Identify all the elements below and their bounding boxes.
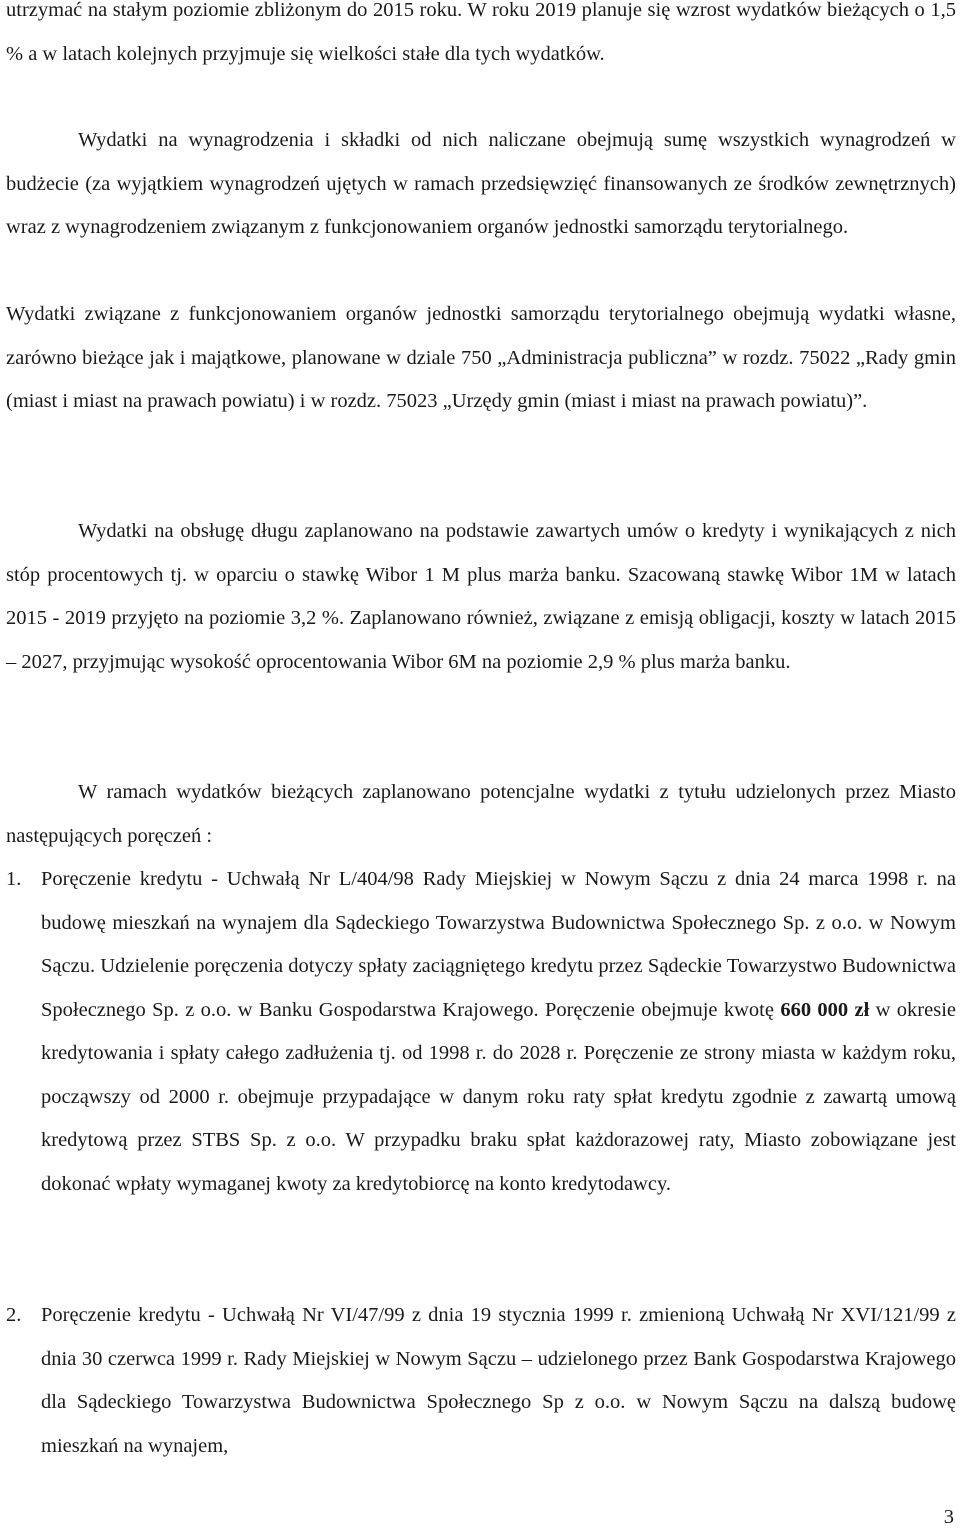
list-number: 2. (6, 1304, 22, 1326)
list-item-1-text-pre: Poręczenie kredytu - Uchwałą Nr L/404/98 Rady Miejskiej w Nowym Sączu z dnia 24 marca 1998 r. na budowę mieszkań na wynajem dla Sądeckiego Towarzystwa Budownictwa Społecznego Sp. z o.o. w Nowym Sączu. Udzielenie poręczenia dotyczy spłaty zaciągniętego kredytu przez Sądeckie Towarzystwo Budownictwa Społecznego Sp. z o.o. w Banku Gospodarstwa Krajowego. Poręczenie obejmuje kwotę (41, 868, 956, 1021)
list-number: 1. (6, 868, 22, 890)
guarantee-amount: 660 000 zł (780, 998, 870, 1021)
paragraph-5: W ramach wydatków bieżących zaplanowano potencjalne wydatki z tytułu udzielonych przez Miasto następujących poręczeń : (6, 781, 956, 847)
paragraph-4: Wydatki na obsługę długu zaplanowano na podstawie zawartych umów o kredyty i wynikających z nich stóp procentowych tj. w oparciu o stawkę Wibor 1 M plus marża banku. Szacowaną stawkę Wibor 1M w latach 2015 - 2019 przyjęto na poziomie 3,2 %. Zaplanowano również, związane z emisją obligacji, koszty w latach 2015 – 2027, przyjmując wysokość oprocentowania Wibor 6M na poziomie 2,9 % plus marża banku. (6, 520, 956, 673)
page-number: 3 (943, 1506, 954, 1528)
list-item-1-text-post: w okresie kredytowania i spłaty całego zadłużenia tj. od 1998 r. do 2028 r. Poręczenie ze strony miasta w każdym roku, począwszy od 2000 r. obejmuje przypadające w danym roku raty spłat kredytu zgodnie z zawartą umową kredytową przez STBS Sp. z o.o. W przypadku braku spłat każdorazowej raty, Miasto zobowiązane jest dokonać wpłaty wymaganej kwoty za kredytobiorcę na konto kredytodawcy. (41, 998, 957, 1195)
list-item-1 (6, 858, 956, 1206)
paragraph-1: utrzymać na stałym poziomie zbliżonym do 2015 roku. W roku 2019 planuje się wzrost wydatków bieżących o 1,5 % a w latach kolejnych przyjmuje się wielkości stałe dla tych wydatków. (6, 0, 956, 65)
paragraph-2: Wydatki na wynagrodzenia i składki od nich naliczane obejmują sumę wszystkich wynagrodzeń w budżecie (za wyjątkiem wynagrodzeń ujętych w ramach przedsięwzięć finansowanych ze środków zewnętrznych) wraz z wynagrodzeniem związanym z funkcjonowaniem organów jednostki samorządu terytorialnego. (6, 129, 956, 238)
list-item-text: Poręczenie kredytu - Uchwałą Nr VI/47/99 z dnia 19 stycznia 1999 r. zmienioną Uchwałą Nr XVI/121/99 z dnia 30 czerwca 1999 r. Rady Miejskiej w Nowym Sączu – udzielonego przez Bank Gospodarstwa Krajowego dla Sądeckiego Towarzystwa Budownictwa Społecznego Sp z o.o. w Nowym Sączu na dalszą budowę mieszkań na wynajem, (41, 1304, 956, 1457)
list-item-2 (6, 1294, 956, 1468)
paragraph-3: Wydatki związane z funkcjonowaniem organów jednostki samorządu terytorialnego obejmują wydatki własne, zarówno bieżące jak i majątkowe, planowane w dziale 750 „Administracja publiczna” w rozdz. 75022 „Rady gmin (miast i miast na prawach powiatu) i w rozdz. 75023 „Urzędy gmin (miast i miast na prawach powiatu)”. (6, 303, 956, 412)
list-item-text (41, 858, 956, 1206)
